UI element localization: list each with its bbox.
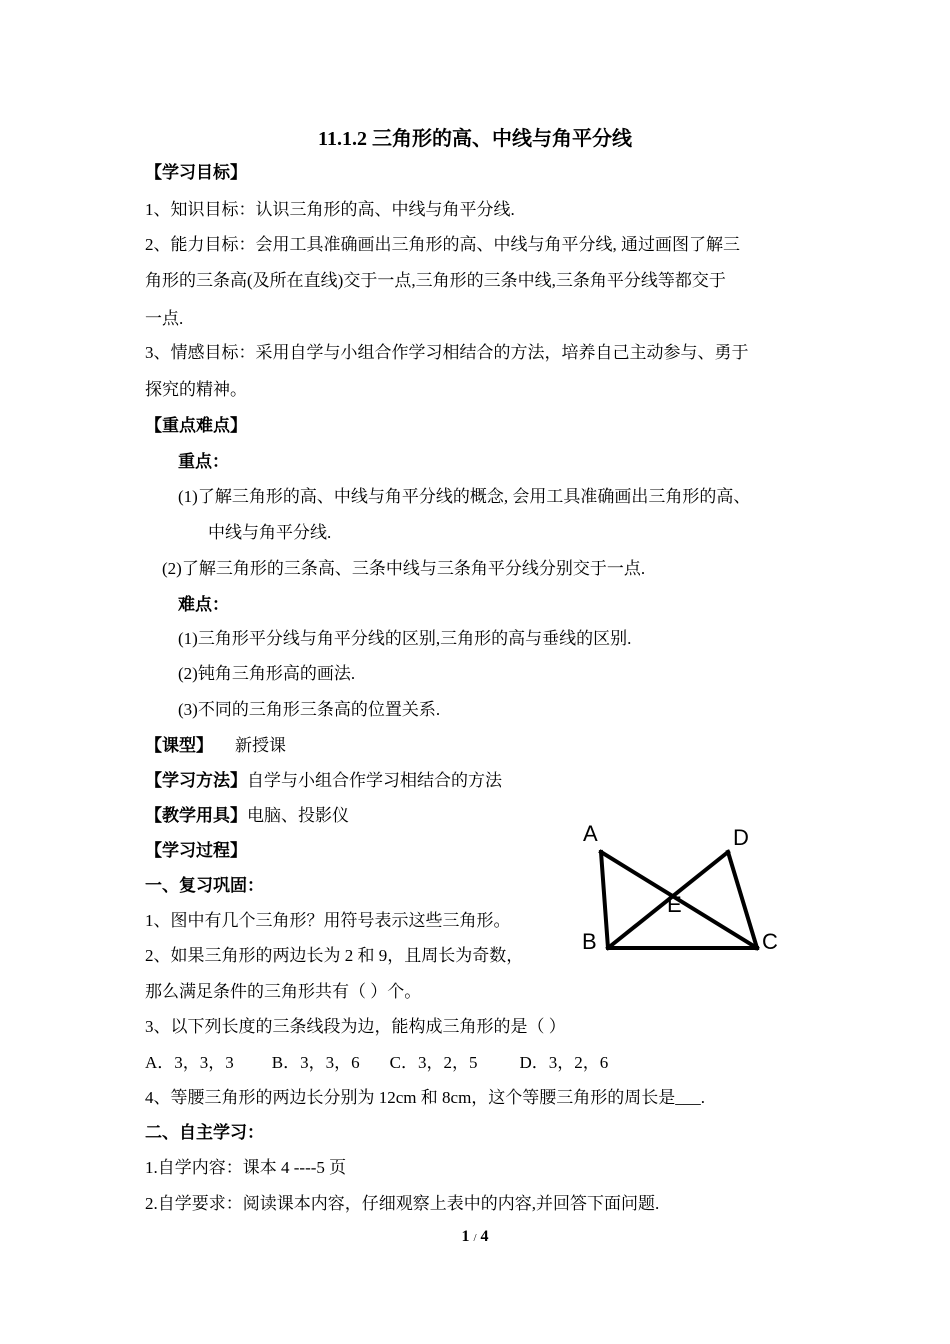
triangle-figure bbox=[572, 814, 792, 964]
question-1: 1、图中有几个三角形？用符号表示这些三角形。 bbox=[145, 911, 511, 930]
tools-value: 电脑、投影仪 bbox=[247, 806, 349, 825]
key-label: 重点： bbox=[178, 452, 229, 471]
label-d: D bbox=[733, 825, 749, 850]
question-2-line-1: 2、如果三角形的两边长为 2 和 9，且周长为奇数， bbox=[145, 946, 524, 965]
goal-3-line-1: 3、情感目标：采用自学与小组合作学习相结合的方法，培养自己主动参与、勇于 bbox=[145, 343, 749, 362]
key-2: (2)了解三角形的三条高、三条中线与三条角平分线分别交于一点. bbox=[162, 559, 646, 578]
question-3-options bbox=[145, 1051, 608, 1075]
key-1-line-1: (1)了解三角形的高、中线与角平分线的概念, 会用工具准确画出三角形的高、 bbox=[178, 487, 751, 506]
label-a: A bbox=[583, 821, 598, 846]
label-b: B bbox=[582, 929, 597, 954]
question-2-line-2: 那么满足条件的三角形共有（ ）个。 bbox=[145, 982, 422, 1001]
goal-2-line-1: 2、能力目标：会用工具准确画出三角形的高、中线与角平分线, 通过画图了解三 bbox=[145, 235, 740, 254]
method-row bbox=[145, 769, 502, 793]
method-value: 自学与小组合作学习相结合的方法 bbox=[247, 771, 502, 790]
label-e: E bbox=[667, 892, 682, 917]
review-heading: 一、复习巩固： bbox=[145, 876, 264, 895]
difficulty-label: 难点： bbox=[178, 595, 229, 614]
page-separator: / bbox=[473, 1232, 477, 1244]
goal-2-line-2: 角形的三条高(及所在直线)交于一点,三角形的三条中线,三条角平分线等都交于 bbox=[145, 271, 726, 290]
goal-1: 1、知识目标：认识三角形的高、中线与角平分线. bbox=[145, 200, 515, 219]
goal-2-line-3: 一点. bbox=[145, 309, 184, 328]
lesson-type-value: 新授课 bbox=[235, 736, 286, 755]
page-footer bbox=[0, 1228, 950, 1246]
lesson-type-row bbox=[145, 734, 286, 758]
lesson-type-heading: 【课型】 bbox=[145, 736, 213, 755]
tools-row bbox=[145, 804, 349, 828]
page-number: 1 bbox=[461, 1228, 470, 1245]
key-1-line-2: 中线与角平分线. bbox=[208, 523, 332, 542]
self-study-content: 1.自学内容：课本 4 ----5 页 bbox=[145, 1158, 347, 1177]
difficulty-2: (2)钝角三角形高的画法. bbox=[178, 664, 356, 683]
option-c: C．3，2，5 bbox=[389, 1053, 478, 1072]
page-total: 4 bbox=[480, 1228, 489, 1245]
self-study-heading: 二、自主学习： bbox=[145, 1123, 264, 1142]
question-4: 4、等腰三角形的两边长分别为 12cm 和 8cm，这个等腰三角形的周长是___. bbox=[145, 1088, 706, 1107]
option-d: D．3，2，6 bbox=[519, 1053, 609, 1072]
label-c: C bbox=[762, 929, 778, 954]
difficulty-1: (1)三角形平分线与角平分线的区别,三角形的高与垂线的区别. bbox=[178, 629, 632, 648]
page-title: 11.1.2 三角形的高、中线与角平分线 bbox=[318, 128, 632, 150]
goals-heading: 【学习目标】 bbox=[145, 163, 247, 182]
option-a: A．3，3，3 bbox=[145, 1053, 234, 1072]
goal-3-line-2: 探究的精神。 bbox=[145, 380, 247, 399]
method-heading: 【学习方法】 bbox=[145, 771, 247, 790]
key-heading: 【重点难点】 bbox=[145, 416, 247, 435]
option-b: B．3，3，6 bbox=[271, 1053, 360, 1072]
tools-heading: 【教学用具】 bbox=[145, 806, 247, 825]
self-study-requirement: 2.自学要求：阅读课本内容，仔细观察上表中的内容,并回答下面问题. bbox=[145, 1194, 660, 1213]
process-heading: 【学习过程】 bbox=[145, 841, 247, 860]
question-3: 3、以下列长度的三条线段为边，能构成三角形的是（ ） bbox=[145, 1017, 566, 1036]
difficulty-3: (3)不同的三角形三条高的位置关系. bbox=[178, 700, 441, 719]
